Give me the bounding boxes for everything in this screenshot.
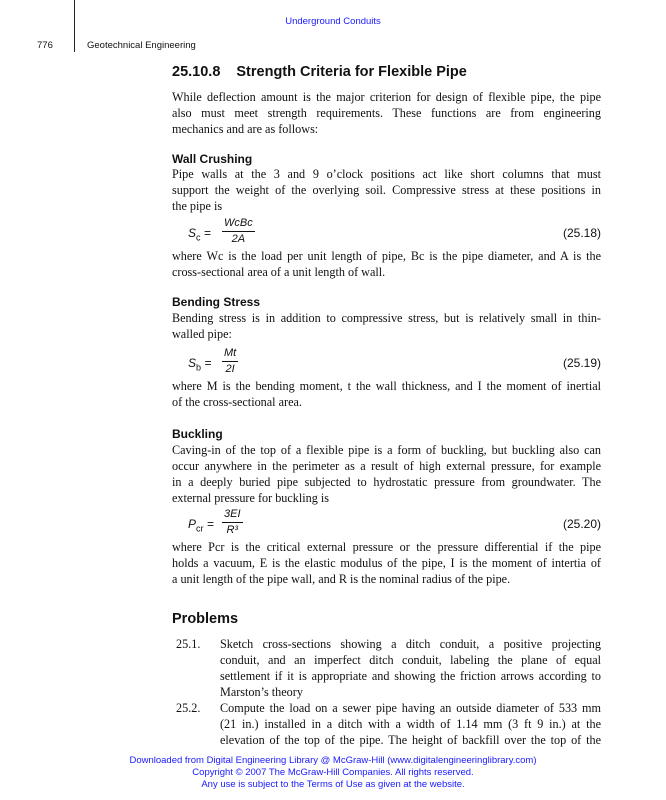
- footer-download-link[interactable]: Downloaded from Digital Engineering Library @ McGraw-Hill (www.digitalengineeringlibrary.com): [129, 755, 537, 766]
- equation-number: (25.18): [562, 226, 601, 240]
- running-title[interactable]: Underground Conduits: [285, 16, 381, 27]
- footer-terms[interactable]: Any use is subject to the Terms of Use as given at the website.: [201, 779, 465, 790]
- page-number: 776: [37, 40, 53, 51]
- text-line: Sketch cross-sections showing a ditch conduit, a positive projecting: [220, 637, 601, 651]
- equation-fraction: [222, 346, 238, 377]
- equation-25-18: [188, 216, 601, 250]
- numerator: WcBc: [222, 216, 255, 232]
- text-line: where Wc is the load per unit length of pipe, Bc is the pipe diameter, and A is the: [172, 249, 601, 263]
- intro-paragraph: [172, 89, 601, 137]
- lhs-symbol: P: [188, 517, 197, 531]
- text-line: where Pcr is the critical external pressure or the pressure differential if the pipe: [172, 540, 601, 554]
- text-line: settlement if it is appropriate and showing the friction arrows according to: [220, 669, 601, 683]
- buckling-text: [172, 442, 601, 506]
- lhs-symbol: S: [188, 356, 197, 370]
- equation-25-20: [188, 507, 601, 541]
- text-line: Pipe walls at the 3 and 9 o’clock positions act like short columns that must: [172, 167, 601, 181]
- equation-number: (25.20): [562, 517, 601, 531]
- lhs-subscript: c: [196, 232, 201, 243]
- text-line: of the cross-sectional area.: [172, 395, 302, 409]
- equation-25-19: [188, 346, 601, 380]
- text-line: support the weight of the overlying soil. Compressive stress at these positions in: [172, 183, 601, 197]
- footer-copyright[interactable]: Copyright © 2007 The McGraw-Hill Companies. All rights reserved.: [192, 767, 474, 778]
- numerator: 3EI: [222, 507, 243, 523]
- equation-fraction: [222, 507, 243, 538]
- equation-lhs: $S_b$ =: [188, 356, 212, 373]
- text-line: (21 in.) installed in a ditch with a width of 1.14 mm (3 ft 9 in.) at the: [220, 717, 601, 731]
- equation-lhs: $P_{cr}$ =: [188, 517, 214, 534]
- text-line: Compute the load on a sewer pipe having an outside diameter of 533 mm: [220, 701, 601, 715]
- text-line: also must meet strength requirements. These functions are from engineering: [172, 106, 601, 120]
- problems-heading: Problems: [172, 611, 239, 627]
- bending-stress-after: [172, 378, 601, 410]
- text-line: elevation of the top of the pipe. The height of backfill over the top of the: [220, 733, 601, 747]
- wall-crushing-text: [172, 166, 601, 214]
- text-line: Bending stress is in addition to compressive stress, but is relatively small in thin-: [172, 311, 601, 325]
- text-line: mechanics and are as follows:: [172, 122, 319, 136]
- text-line: Caving-in of the top of a flexible pipe is a form of buckling, but buckling also can: [172, 443, 601, 457]
- text-line: holds a vacuum, E is the elastic modulus of the pipe, I is the moment of intertia of: [172, 556, 601, 570]
- text-line: While deflection amount is the major criterion for design of flexible pipe, the pipe: [172, 90, 601, 104]
- lhs-subscript: b: [196, 362, 202, 373]
- text-line: where M is the bending moment, t the wall thickness, and I the moment of inertial: [172, 379, 601, 393]
- bending-stress-text: [172, 310, 601, 342]
- bending-stress-heading: Bending Stress: [172, 295, 261, 309]
- denominator: R³: [226, 524, 239, 536]
- denominator: 2I: [225, 363, 235, 375]
- equation-lhs: $S_c$ =: [188, 226, 211, 243]
- text-line: a unit length of the pipe wall, and R is the nominal radius of the pipe.: [172, 572, 511, 586]
- equation-fraction: [222, 216, 255, 247]
- buckling-heading: Buckling: [172, 427, 223, 441]
- wall-crushing-heading: Wall Crushing: [172, 152, 253, 166]
- section-title: Strength Criteria for Flexible Pipe: [236, 64, 467, 80]
- text-line: conduit, and an imperfect ditch conduit, labeling the plane of equal: [220, 653, 601, 667]
- lhs-symbol: S: [188, 226, 197, 240]
- section-heading: [172, 64, 467, 80]
- book-title: Geotechnical Engineering: [87, 40, 196, 51]
- text-line: in a deeply buried pipe subjected to hydrostatic pressure from groundwater. The: [172, 475, 601, 489]
- text-line: occur anywhere in the perimeter as a result of high external pressure, for example: [172, 459, 601, 473]
- problem-text: [220, 700, 601, 748]
- lhs-subscript: cr: [196, 523, 204, 534]
- text-line: the pipe is: [172, 199, 223, 213]
- wall-crushing-after: [172, 248, 601, 280]
- text-line: Marston’s theory: [220, 685, 303, 699]
- text-line: cross-sectional area of a unit length of wall.: [172, 265, 386, 279]
- section-number: 25.10.8: [172, 64, 221, 80]
- problem-number: 25.2.: [176, 701, 201, 715]
- buckling-after: [172, 539, 601, 587]
- problem-text: [220, 636, 601, 700]
- problem-number: 25.1.: [176, 637, 201, 651]
- denominator: 2A: [231, 233, 246, 245]
- numerator: Mt: [222, 346, 238, 362]
- equation-number: (25.19): [562, 356, 601, 370]
- text-line: external pressure for buckling is: [172, 491, 330, 505]
- text-line: walled pipe:: [172, 327, 232, 341]
